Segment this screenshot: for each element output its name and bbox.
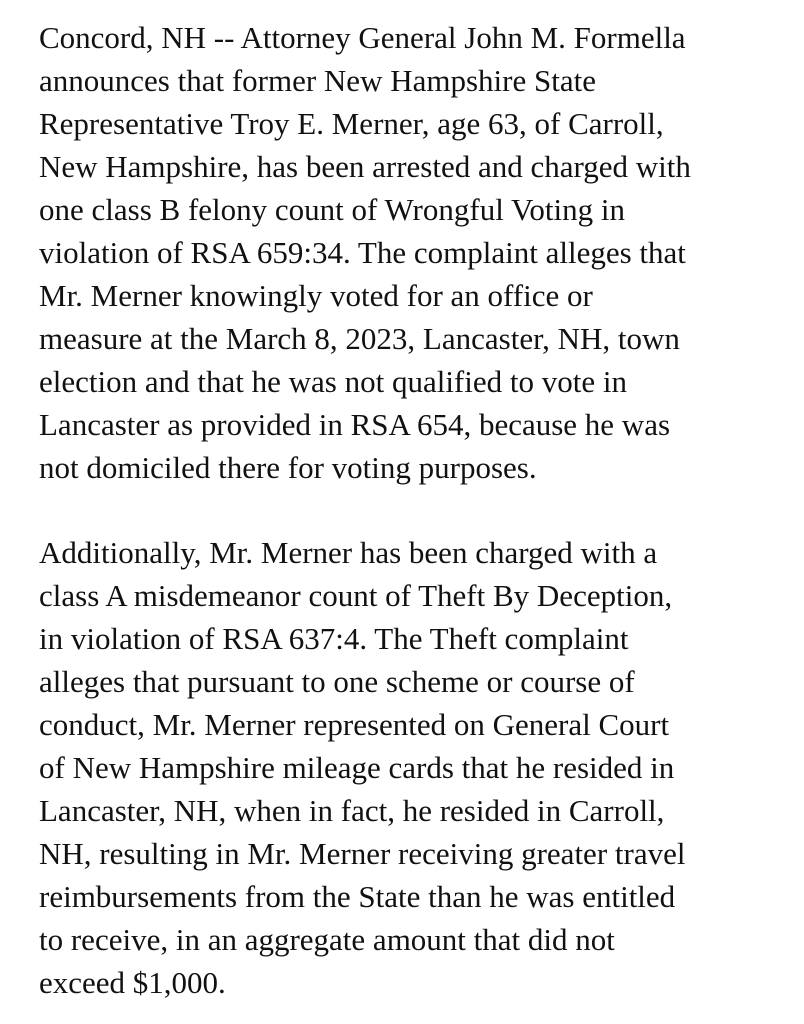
text-line: violation of RSA 659:34. The complaint alleges that <box>39 235 686 270</box>
text-line: Mr. Merner knowingly voted for an office or <box>39 278 593 313</box>
text-line: Concord, NH -- Attorney General John M. Formella <box>39 20 686 55</box>
text-line: reimbursements from the State than he was entitled <box>39 879 676 914</box>
text-line: Representative Troy E. Merner, age 63, of Carroll, <box>39 106 664 141</box>
text-line: measure at the March 8, 2023, Lancaster, NH, town <box>39 321 680 356</box>
text-line: Additionally, Mr. Merner has been charged with a <box>39 535 658 570</box>
text-line: to receive, in an aggregate amount that did not <box>39 922 615 957</box>
text-line: Lancaster, NH, when in fact, he resided in Carroll, <box>39 793 665 828</box>
text-line: New Hampshire, has been arrested and charged with <box>39 149 691 184</box>
text-line: not domiciled there for voting purposes. <box>39 450 537 485</box>
text-line: Lancaster as provided in RSA 654, because he was <box>39 407 671 442</box>
text-line: of New Hampshire mileage cards that he resided in <box>39 750 675 785</box>
text-line: alleges that pursuant to one scheme or course of <box>39 664 635 699</box>
text-line: NH, resulting in Mr. Merner receiving greater travel <box>39 836 686 871</box>
text-line: one class B felony count of Wrongful Voting in <box>39 192 625 227</box>
text-line: election and that he was not qualified to vote in <box>39 364 627 399</box>
text-line: in violation of RSA 637:4. The Theft complaint <box>39 621 629 656</box>
text-line: conduct, Mr. Merner represented on General Court <box>39 707 670 742</box>
text-line: exceed $1,000. <box>39 965 226 1000</box>
text-line: announces that former New Hampshire State <box>39 63 596 98</box>
text-line: class A misdemeanor count of Theft By Deception, <box>39 578 673 613</box>
